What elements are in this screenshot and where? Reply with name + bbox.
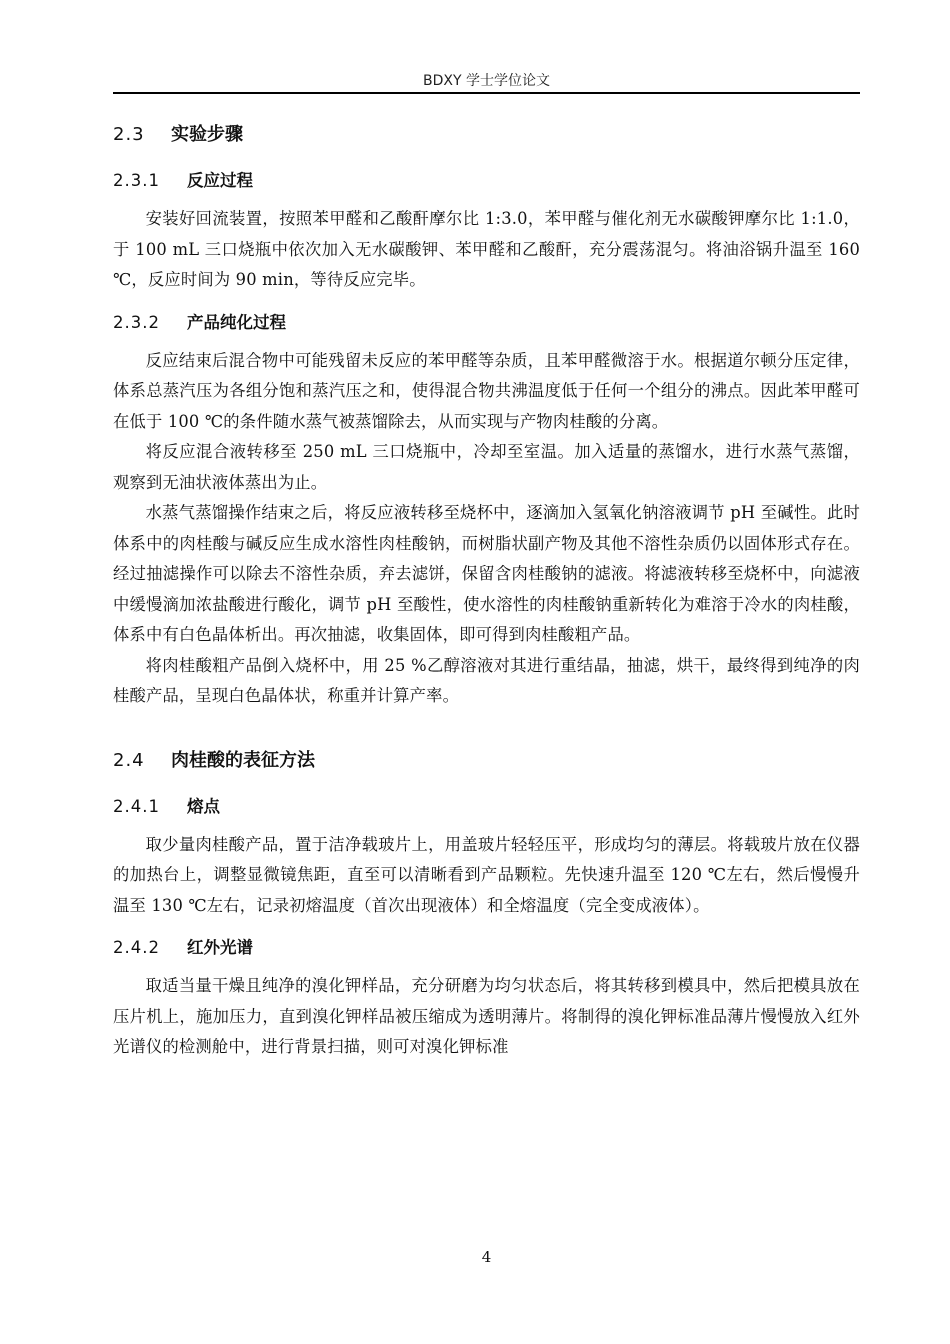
paragraph: 取少量肉桂酸产品，置于洁净载玻片上，用盖玻片轻轻压平，形成均匀的薄层。将载玻片放在仪器的加热台上，调整显微镜焦距，直至可以清晰看到产品颗粒。先快速升温至 120 ℃左右，然后慢慢升温至 130 ℃左右，记录初熔温度（首次出现液体）和全熔温度（完全变成液体）。: [113, 834, 860, 915]
section-spacer: [113, 712, 860, 734]
running-header: BDXY 学士学位论文: [423, 73, 550, 89]
subsection-heading-2-4-2: [113, 935, 860, 961]
subsection-number: 2.4.2: [113, 938, 160, 957]
paragraph: 将反应混合液转移至 250 mL 三口烧瓶中，冷却至室温。加入适量的蒸馏水，进行水蒸气蒸馏，观察到无油状液体蒸出为止。: [113, 442, 860, 492]
subsection-number: 2.4.1: [113, 796, 160, 816]
subsection-title: 熔点: [187, 796, 220, 816]
paragraph: 反应结束后混合物中可能残留未反应的苯甲醛等杂质，且苯甲醛微溶于水。根据道尔顿分压定律，体系总蒸汽压为各组分饱和蒸汽压之和，使得混合物共沸温度低于任何一个组分的沸点。因此苯甲醛可在低于 100 ℃的条件随水蒸气被蒸馏除去，从而实现与产物肉桂酸的分离。: [113, 350, 860, 431]
paragraph: 水蒸气蒸馏操作结束之后，将反应液转移至烧杯中，逐滴加入氢氧化钠溶液调节 pH 至碱性。此时体系中的肉桂酸与碱反应生成水溶性肉桂酸钠，而树脂状副产物及其他不溶性杂质仍以固体形式存在。经过抽滤操作可以除去不溶性杂质，弃去滤饼，保留含肉桂酸钠的滤液。将滤液转移至烧杯中，向滤液中缓慢滴加浓盐酸进行酸化，调节 pH 至酸性，使水溶性的肉桂酸钠重新转化为难溶于冷水的肉桂酸，体系中有白色晶体析出。再次抽滤，收集固体，即可得到肉桂酸粗产品。: [113, 503, 860, 644]
subsection-heading-2-4-1: [113, 794, 860, 820]
subsection-number: 2.3.2: [113, 312, 160, 332]
header-rule: [113, 92, 860, 94]
section-heading-2-4: [113, 746, 860, 776]
subsection-heading-2-3-2: [113, 310, 860, 336]
subsection-title: 产品纯化过程: [187, 312, 286, 332]
page-body: [113, 108, 860, 1063]
section-title: 肉桂酸的表征方法: [171, 749, 315, 771]
subsection-number: 2.3.1: [113, 171, 160, 190]
subsection-title: 红外光谱: [187, 938, 253, 957]
paragraph: 安装好回流装置，按照苯甲醛和乙酸酐摩尔比 1:3.0，苯甲醛与催化剂无水碳酸钾摩尔比 1:1.0，于 100 mL 三口烧瓶中依次加入无水碳酸钾、苯甲醛和乙酸酐，充分震荡混匀。将油浴锅升温至 160 ℃，反应时间为 90 min，等待反应完毕。: [113, 209, 860, 289]
section-heading-2-3: [113, 120, 860, 150]
section-number: 2.3: [113, 124, 145, 145]
paragraph: 将肉桂酸粗产品倒入烧杯中，用 25 %乙醇溶液对其进行重结晶，抽滤，烘干，最终得到纯净的肉桂酸产品，呈现白色晶体状，称重并计算产率。: [113, 655, 860, 705]
paragraph: 取适当量干燥且纯净的溴化钾样品，充分研磨为均匀状态后，将其转移到模具中，然后把模具放在压片机上，施加压力，直到溴化钾样品被压缩成为透明薄片。将制得的溴化钾标准品薄片慢慢放入红外光谱仪的检测舱中，进行背景扫描，则可对溴化钾标准: [113, 976, 860, 1056]
section-title: 实验步骤: [171, 124, 243, 145]
page-number: 4: [481, 1248, 492, 1266]
subsection-heading-2-3-1: [113, 168, 860, 194]
subsection-title: 反应过程: [187, 171, 253, 190]
section-number: 2.4: [113, 749, 145, 771]
